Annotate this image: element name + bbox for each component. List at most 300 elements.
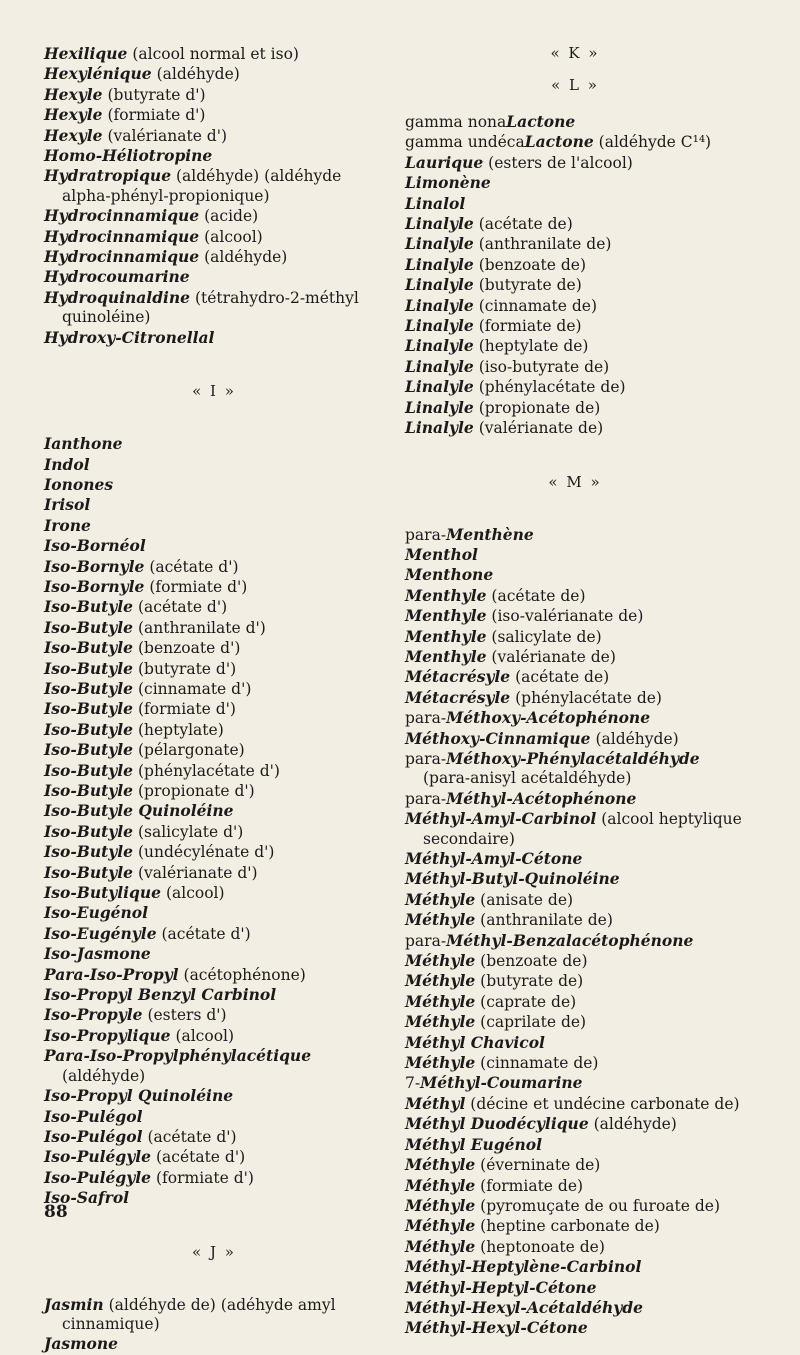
entry-name: Méthyle [405,1012,476,1032]
index-entry [44,227,384,247]
entry-description: (formiate de) [480,1176,584,1195]
entry-name: Linalyle [405,214,474,234]
entry-description: (aldéhyde C¹⁴) [598,133,712,152]
entry-description: (acétate d') [155,1148,246,1167]
entry-name: Méthyle [405,1236,476,1256]
index-entry [44,146,384,166]
right-column [405,44,745,1339]
entry-name: Lactone [524,132,594,152]
entry-name: Linalyle [405,418,474,438]
index-entry [405,234,745,254]
index-entry [44,801,384,821]
index-entry [44,781,384,801]
index-entry [405,275,745,295]
entry-name: Iso-Butyle Quinoléine [44,801,234,821]
entry-name: Iso-Bornéol [44,536,146,556]
index-entry [405,809,745,849]
entry-name: Linalyle [405,316,474,336]
index-entry [405,1318,745,1338]
page-number: 88 [44,1202,68,1222]
entry-description: (valérianate d') [137,863,258,882]
entry-name: Méthyl-Butyl-Quinoléine [405,869,620,889]
entry-name: Iso-Butyle [44,617,134,637]
entry-description: (valérianate de) [491,647,616,666]
entry-name: Linalyle [405,356,474,376]
entry-description: (undécylénate d') [137,843,275,862]
entry-name: Iso-Butyle [44,719,134,739]
index-entry [405,398,745,418]
index-entry [44,577,384,597]
index-entry [405,951,745,971]
entry-name: Iso-Butyle [44,658,134,678]
entry-description: (alcool heptylique secondaire) [423,810,742,848]
index-entry [44,557,384,577]
entry-description: (alcool normal et iso) [132,45,299,63]
section-heading-i: « I » [192,382,236,401]
entry-name: Hexilique [44,44,128,63]
entry-name: Hydratropique [44,166,172,186]
entry-name: Méthyle [405,889,476,909]
entry-description: (anthranilate d') [137,618,266,637]
index-entry [405,296,745,316]
entry-name: Hydroquinaldine [44,287,191,307]
index-entry [44,965,384,985]
entry-description: (cinnamate de) [478,296,597,315]
index-entry [405,255,745,275]
entry-name: Iso-Butyle [44,862,134,882]
index-entry [44,618,384,638]
entry-name: Menthène [446,524,534,544]
entry-description: (décine et undécine carbonate de) [470,1094,740,1113]
entry-name: Méthyl-Hexyl-Acétaldéhyde [405,1297,643,1317]
index-entry [44,1168,384,1188]
entry-description: (esters de l'alcool) [488,153,633,172]
index-entry [405,194,745,214]
entry-name: Méthoxy-Acétophénone [446,708,651,728]
index-entry [44,740,384,760]
entry-name: Irone [44,515,91,535]
entry-prefix: gamma undéca [405,133,525,152]
index-entry [405,1073,745,1093]
index-entry [405,1012,745,1032]
index-entry [44,944,384,964]
entry-name: Iso-Butyle [44,638,134,658]
entry-name: Méthyle [405,1216,476,1236]
entry-description: (cinnamate de) [480,1054,599,1073]
entry-description: (heptine carbonate de) [480,1217,660,1236]
entry-prefix: para- [405,525,447,544]
entry-name: Iso-Butyle [44,781,134,800]
entry-name: Iso-Eugényle [44,923,157,943]
entry-name: Linalol [405,193,466,213]
entry-name: Méthyl Duodécylique [405,1114,589,1134]
entry-name: Linalyle [405,275,474,295]
entry-description: (valérianate de) [478,419,604,438]
index-entry [405,910,745,930]
index-entry [44,105,384,125]
index-entry [405,890,745,910]
index-entry [44,659,384,679]
index-entry [405,1216,745,1236]
entry-description: (acétate de) [491,586,586,605]
entry-description: (acétate de) [478,215,573,234]
entry-name: Iso-Safrol [44,1188,130,1208]
index-entry [405,545,745,565]
entry-name: Iso-Propyl Quinoléine [44,1086,234,1106]
index-entry [405,132,745,152]
entry-name: Hydrocinnamique [44,206,200,226]
entry-name: Méthyl Chavicol [405,1032,545,1052]
entry-description: (butyrate de) [480,972,584,991]
index-entry [405,869,745,889]
entry-name: Ionones [44,474,114,494]
entry-name: Homo-Héliotropine [44,146,213,166]
entry-name: Méthoxy-Phénylacétaldéhyde [446,748,700,768]
index-entry [405,647,745,667]
index-entry [405,1155,745,1175]
entry-description: (iso-butyrate de) [478,357,610,376]
index-entry [405,1053,745,1073]
entry-name: Méthyl-Acétophénone [446,788,637,808]
entry-description: (alcool) [165,884,225,903]
entry-prefix: para- [405,709,447,728]
entry-description: (propionate d') [137,782,255,800]
entry-name: Méthyl [405,1093,466,1113]
entry-prefix: para- [405,789,447,808]
entry-description: (cinnamate d') [137,679,252,698]
entry-description: (caprate de) [480,992,577,1011]
entry-description: (para-anisyl acétaldéhyde) [423,769,632,788]
entry-name: Menthyle [405,646,487,666]
entry-description: (aldéhyde) [593,1115,677,1134]
index-entry [405,1196,745,1216]
index-entry [44,597,384,617]
index-entry [405,688,745,708]
entry-name: Méthyl-Amyl-Carbinol [405,809,597,829]
entry-name: Iso-Butyle [44,597,134,617]
entry-description: (anthranilate de) [478,235,612,254]
index-entry [44,699,384,719]
index-entry [405,1257,745,1277]
index-entry [44,1086,384,1106]
entry-name: Irisol [44,495,91,515]
entry-name: Iso-Butylique [44,883,162,903]
entry-description: (acétophénone) [183,965,306,984]
entry-prefix: gamma nona [405,113,507,131]
left-column [44,44,384,1355]
entry-name: Méthyle [405,1195,476,1215]
entry-description: (caprilate de) [480,1013,587,1032]
entry-description: (heptylate) [137,720,224,739]
index-entry [44,434,384,454]
index-entry [44,903,384,923]
entry-name: Méthoxy-Cinnamique [405,728,591,748]
entry-name: Méthyle [405,1053,476,1073]
index-entry [44,1107,384,1127]
index-entry [44,247,384,267]
entry-description: (formiate d') [149,577,248,596]
index-entry [44,475,384,495]
entry-description: (pélargonate) [137,741,245,760]
index-entry [44,166,384,206]
entry-name: Iso-Pulégol [44,1106,143,1126]
entry-name: Limonène [405,173,491,193]
entry-name: Méthyle [405,991,476,1011]
index-entry [405,418,745,438]
entry-description: (formiate de) [478,317,582,336]
index-entry [405,971,745,991]
entry-description: (iso-valérianate de) [491,607,644,626]
entry-name: Métacrésyle [405,667,511,687]
index-entry [44,883,384,903]
entry-description: (pyromuçate de ou furoate de) [480,1196,720,1215]
index-entry [405,357,745,377]
entry-name: Menthyle [405,626,487,646]
index-entry [44,822,384,842]
entry-name: Iso-Propyle [44,1005,143,1025]
entry-name: Linalyle [405,295,474,315]
entry-description: (butyrate d') [107,85,206,104]
entry-name: Iso-Propyl Benzyl Carbinol [44,985,277,1005]
entry-name: Iso-Eugénol [44,903,149,923]
entry-description: (acétate de) [515,668,610,687]
entry-name: Iso-Butyle [44,760,134,780]
index-entry [405,606,745,626]
entry-description: (butyrate d') [137,659,237,678]
entry-name: Méthyle [405,1175,476,1195]
right-group-l [405,112,745,439]
index-entry [44,1334,384,1354]
entry-name: Iso-Pulégyle [44,1147,152,1167]
left-group-h [44,44,384,348]
entry-name: Méthyl-Coumarine [420,1073,583,1093]
entry-name: Iso-Butyle [44,740,134,760]
index-entry [405,153,745,173]
index-entry [44,1147,384,1167]
entry-name: Iso-Bornyle [44,576,145,596]
entry-name: Méthyle [405,910,476,930]
entry-description: (anisate de) [480,890,574,909]
entry-description: (phénylacétate d') [137,761,280,780]
index-entry [44,1026,384,1046]
entry-description: (alcool) [204,227,263,246]
index-entry [405,1033,745,1053]
index-entry [405,708,745,728]
entry-name: Méthyle [405,971,476,991]
index-entry [44,1046,384,1086]
entry-name: Linalyle [405,377,474,397]
index-entry [44,206,384,226]
entry-name: Jasmone [44,1334,118,1354]
index-entry [405,377,745,397]
entry-name: Linalyle [405,397,474,417]
index-entry [44,267,384,287]
entry-description: (aldéhyde de) (adéhyde amyl cinnamique) [62,1295,336,1333]
index-entry [405,1278,745,1298]
index-entry [44,863,384,883]
index-entry [405,586,745,606]
index-entry [405,336,745,356]
entry-name: Hydrocinnamique [44,247,200,267]
index-entry [405,1237,745,1257]
section-heading-m: « M » [548,472,602,491]
entry-name: Méthyl-Amyl-Cétone [405,849,583,868]
entry-description: (acide) [204,207,259,226]
index-entry [405,112,745,132]
index-entry [44,679,384,699]
entry-description: (alcool) [175,1026,235,1045]
entry-name: Hydrocoumarine [44,267,190,287]
index-entry [44,328,384,348]
index-entry [405,627,745,647]
index-entry [405,1114,745,1134]
index-entry [405,931,745,951]
entry-description: (salicylate de) [491,627,602,646]
entry-description: (aldéhyde) [595,729,679,748]
entry-description: (formiate d') [155,1168,254,1187]
entry-description: (aldéhyde) [62,1066,146,1085]
index-entry [405,749,745,789]
section-heading-l: « L » [551,76,599,94]
entry-name: Menthone [405,565,494,585]
index-entry [44,126,384,146]
entry-name: Linalyle [405,336,474,356]
index-entry [44,516,384,536]
index-entry [44,44,384,64]
entry-description: (aldéhyde) [204,248,288,267]
entry-description: (formiate d') [137,700,236,719]
entry-name: Iso-Jasmone [44,944,151,964]
entry-prefix: 7- [405,1074,421,1093]
entry-name: Hexyle [44,105,103,125]
entry-name: Iso-Bornyle [44,556,145,576]
entry-prefix: para- [405,749,447,768]
entry-name: Indol [44,454,90,474]
right-group-m [405,525,745,1339]
section-heading-j: « J » [192,1242,236,1261]
index-entry [44,924,384,944]
index-entry [405,667,745,687]
index-entry [44,985,384,1005]
entry-description: (aldéhyde) [156,65,240,84]
index-entry [405,789,745,809]
entry-description: (acétate d') [161,924,251,943]
index-entry [44,720,384,740]
index-entry [44,1188,384,1208]
entry-name: Iso-Propylique [44,1025,171,1045]
entry-name: Laurique [405,152,484,172]
entry-name: Méthyl-Heptyl-Cétone [405,1277,597,1297]
entry-description: (valérianate d') [107,126,228,145]
index-entry [44,761,384,781]
index-entry [405,565,745,585]
entry-name: Linalyle [405,254,474,274]
entry-name: Ianthone [44,434,123,454]
left-group-i [44,434,384,1208]
index-entry [44,85,384,105]
entry-name: Jasmin [44,1294,104,1314]
index-entry [405,1135,745,1155]
entry-name: Méthyl-Benzalacétophénone [446,930,694,950]
index-entry [405,1176,745,1196]
entry-name: Menthol [405,544,478,564]
entry-description: (aldéhyde) (aldéhyde alpha-phényl-propionique) [62,167,342,205]
entry-description: (butyrate de) [478,276,582,295]
index-entry [44,495,384,515]
index-entry [44,64,384,84]
entry-name: Para-Iso-Propylphénylacétique [44,1046,312,1066]
entry-name: Menthyle [405,606,487,626]
index-entry [405,173,745,193]
entry-description: (anthranilate de) [480,911,613,930]
entry-name: Para-Iso-Propyl [44,964,179,984]
entry-description: (benzoate de) [480,952,588,971]
entry-name: Iso-Butyle [44,821,134,841]
index-entry [44,638,384,658]
entry-description: (esters d') [147,1006,227,1025]
index-entry [405,992,745,1012]
index-entry [44,842,384,862]
index-entry [405,525,745,545]
index-entry [44,455,384,475]
entry-description: (acétate d') [147,1127,237,1146]
entry-description: (acétate d') [149,557,239,576]
entry-name: Iso-Butyle [44,678,134,698]
index-entry [44,1295,384,1335]
entry-name: Hydroxy-Citronellal [44,327,215,347]
index-entry [405,1298,745,1318]
index-entry [44,1127,384,1147]
entry-name: Méthyl-Hexyl-Cétone [405,1318,588,1338]
entry-name: Iso-Butyle [44,842,134,862]
left-group-j [44,1295,384,1355]
entry-description: (phénylacétate de) [478,378,626,397]
entry-name: Iso-Butyle [44,699,134,719]
entry-name: Linalyle [405,234,474,254]
entry-name: Métacrésyle [405,687,511,707]
index-entry [405,1094,745,1114]
entry-name: Hexylénique [44,64,152,84]
entry-description: (tétrahydro-2-méthyl quinoléine) [62,288,359,327]
index-entry [44,536,384,556]
entry-name: Méthyle [405,951,476,971]
index-entry [405,849,745,869]
entry-description: (salicylate d') [137,822,244,841]
entry-description: (phénylacétate de) [515,688,662,707]
entry-name: Méthyle [405,1155,476,1175]
entry-name: Iso-Pulégol [44,1126,143,1146]
entry-name: Iso-Pulégyle [44,1167,152,1187]
entry-name: Hydrocinnamique [44,226,200,246]
entry-description: (heptylate de) [478,337,589,356]
entry-name: Méthyl Eugénol [405,1134,543,1154]
entry-description: (formiate d') [107,106,206,125]
entry-name: Hexyle [44,84,103,104]
entry-name: Menthyle [405,585,487,605]
entry-description: (éverninate de) [480,1156,601,1175]
index-entry [405,729,745,749]
section-heading-k: « K » [550,44,600,62]
entry-description: (acétate d') [137,598,228,617]
entry-description: (propionate de) [478,398,601,417]
index-entry [44,288,384,328]
entry-description: (benzoate d') [137,639,241,658]
index-entry [44,1005,384,1025]
entry-description: (benzoate de) [478,255,587,274]
entry-name: Méthyl-Heptylène-Carbinol [405,1257,642,1277]
entry-name: Hexyle [44,125,103,145]
entry-description: (heptonoate de) [480,1237,605,1256]
